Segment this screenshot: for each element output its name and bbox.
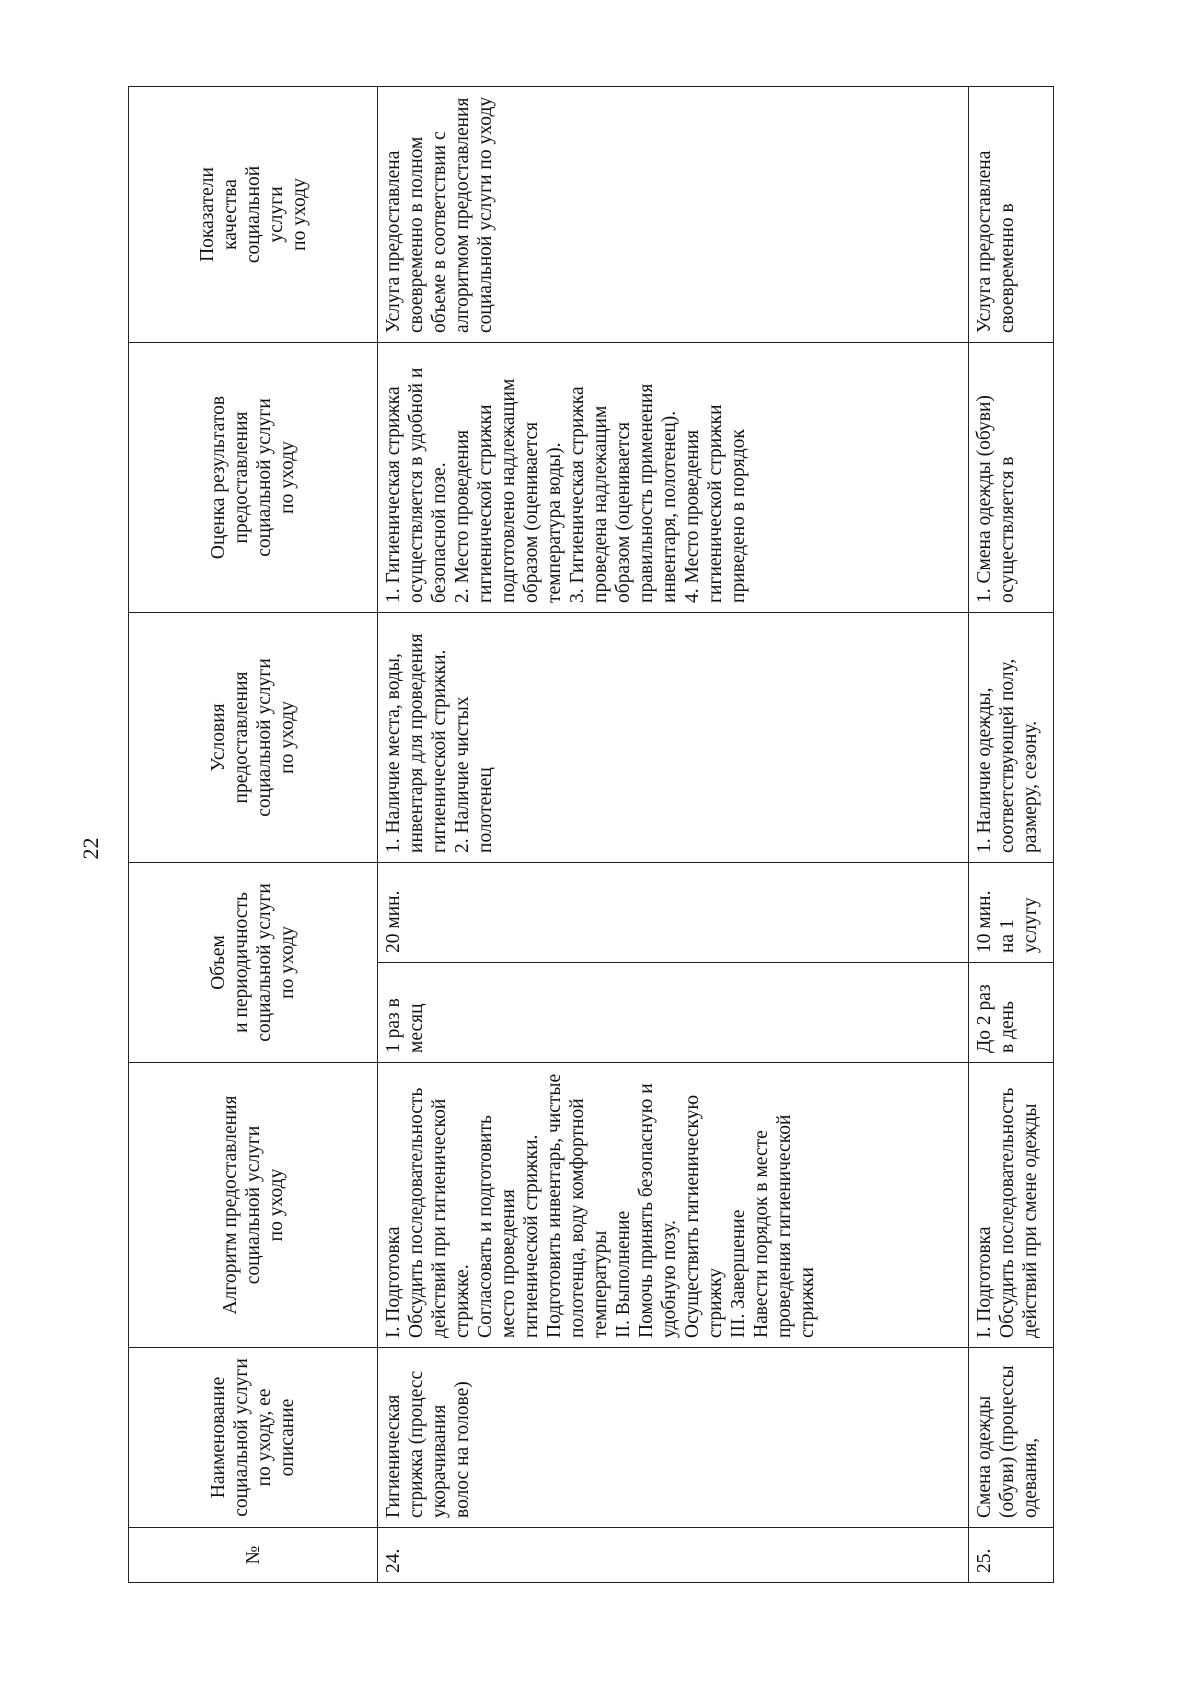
service-conditions: 1. Наличие места, воды, инвентаря для проведения гигиенической стрижки. 2. Наличие чистых полотенец: [378, 612, 969, 862]
header-row: [129, 86, 378, 1582]
service-quality: Услуга предоставлена своевременно в: [974, 150, 1018, 333]
service-algorithm: I. Подготовка Обсудить последовательность действий при гигиенической стрижке. Согласовать и подготовить место проведения гигиенической стрижки. Подготовить инвентарь, чистые полотенца, воду комфортной температуры II. Выполнение Помочь принять безопасную и удобную позу. Осуществить гигиеническую стрижку III. Завершение Навести порядок в месте проведения гигиенической стрижки: [378, 1063, 969, 1348]
service-conditions: 1. Наличие одежды, соответствующей полу, размеру, сезону.: [974, 658, 1041, 853]
header-volume: Объем и периодичность социальной услуги по уходу: [129, 862, 378, 1062]
service-duration: 20 мин.: [378, 862, 969, 962]
header-algorithm: Алгоритм предоставления социальной услуги по уходу: [129, 1063, 378, 1348]
header-evaluation: Оценка результатов предоставления социальной услуги по уходу: [129, 342, 378, 612]
service-evaluation: 1. Гигиеническая стрижка осуществляется в удобной и безопасной позе. 2. Место проведения гигиенической стрижки подготовлено надлежащим образом (оценивается температура воды). 3. Гигиеническая стрижка проведена надлежащим образом (оценивается правильность применения инвентаря, полотенец). 4. Место проведения гигиенической стрижки приведено в порядок: [378, 342, 969, 612]
service-frequency: 1 раз в месяц: [378, 963, 969, 1063]
table-row: [969, 86, 1054, 1582]
header-name: Наименование социальной услуги по уходу, ее описание: [129, 1348, 378, 1528]
row-number: 24.: [378, 1528, 969, 1583]
table-row: [378, 86, 969, 1582]
header-quality: Показатели качества социальной услуги по уходу: [129, 86, 378, 342]
header-num: №: [129, 1528, 378, 1583]
row-number: 25.: [974, 1548, 995, 1573]
service-duration: 10 мин. на 1 услугу: [974, 890, 1041, 953]
header-conditions: Условия предоставления социальной услуги по уходу: [129, 612, 378, 862]
service-quality: Услуга предоставлена своевременно в полном объеме в соответствии с алгоритмом предоставления социальной услуги по уходу: [378, 86, 969, 342]
service-name: Гигиеническая стрижка (процесс укорачивания волос на голове): [378, 1348, 969, 1528]
page-number: 22: [78, 837, 103, 860]
services-table: [128, 86, 1054, 1583]
service-name: Смена одежды (обуви) (процессы одевания,: [974, 1365, 1041, 1518]
service-algorithm: I. Подготовка Обсудить последовательность действий при смене одежды: [974, 1087, 1041, 1338]
service-evaluation: 1. Смена одежды (обуви) осуществляется в: [974, 395, 1018, 603]
service-frequency: До 2 раз в день: [974, 984, 1018, 1053]
